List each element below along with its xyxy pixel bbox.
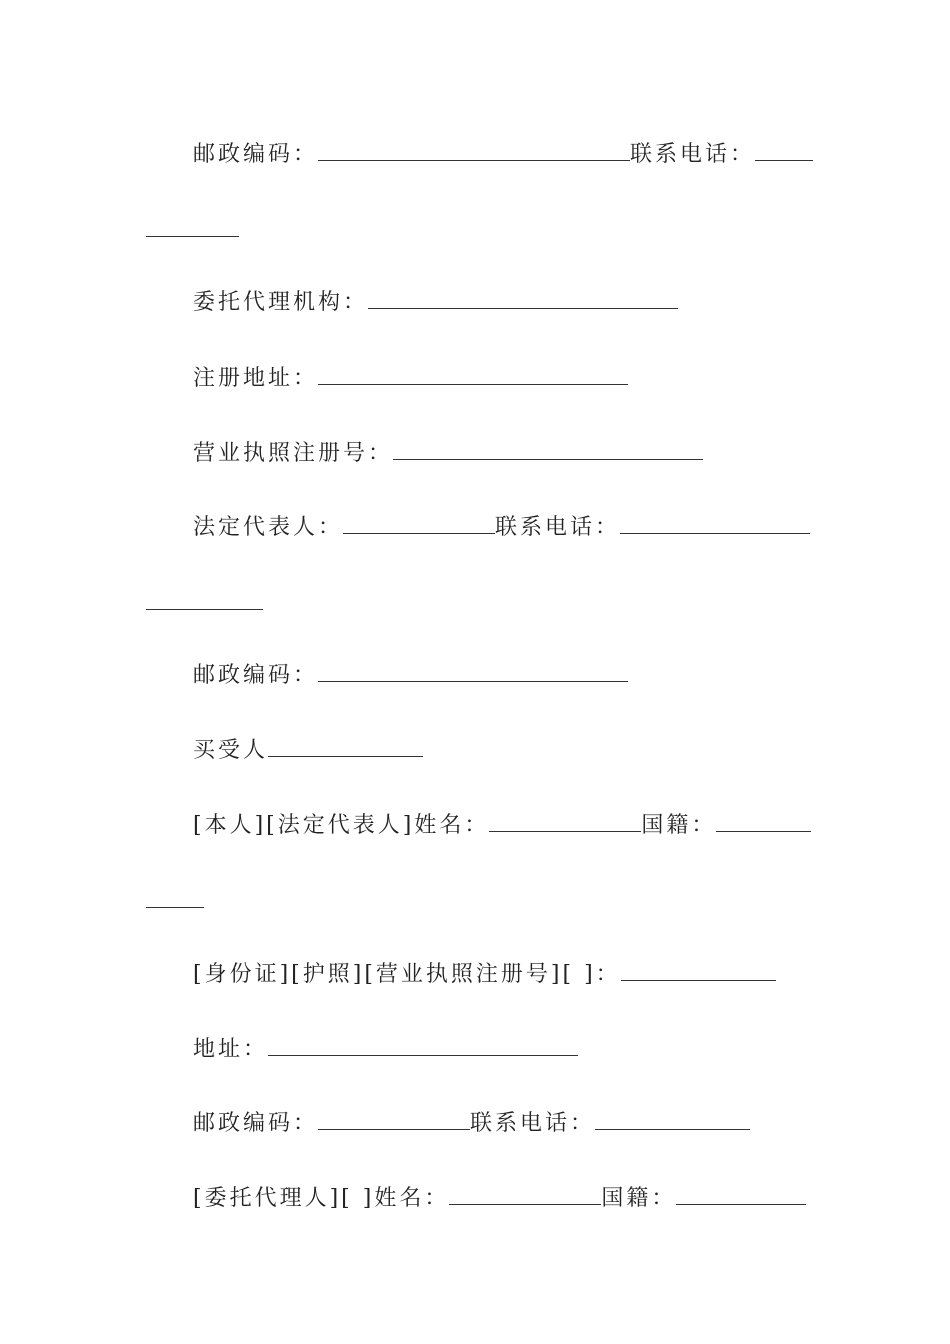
phone-blank[interactable]: [620, 511, 810, 534]
agency-blank[interactable]: [368, 286, 678, 309]
phone-blank-continuation[interactable]: [146, 608, 263, 610]
postal-code-label: 邮政编码：: [193, 142, 319, 167]
nationality-label: 国籍：: [601, 1186, 677, 1211]
postal-phone-line-1: [193, 138, 813, 170]
nationality-blank-continuation[interactable]: [146, 906, 204, 908]
buyer-line: [193, 734, 423, 766]
agency-label: 委托代理机构：: [193, 290, 369, 315]
id-line: [193, 958, 776, 990]
nationality-blank[interactable]: [716, 809, 811, 832]
id-blank[interactable]: [621, 958, 776, 981]
address-blank[interactable]: [268, 1033, 578, 1056]
reg-address-blank[interactable]: [318, 362, 628, 385]
postal-code-blank[interactable]: [318, 138, 630, 161]
postal-code-line-2: [193, 659, 628, 691]
person-name-line: [193, 809, 811, 841]
reg-address-label: 注册地址：: [193, 366, 319, 391]
address-label: 地址：: [193, 1037, 269, 1062]
legal-rep-blank[interactable]: [343, 511, 495, 534]
buyer-label: 买受人: [193, 738, 269, 763]
address-line: [193, 1033, 578, 1065]
person-name-blank[interactable]: [489, 809, 641, 832]
business-license-label: 营业执照注册号：: [193, 441, 394, 466]
agent-name-label: [委托代理人][ ]姓名：: [193, 1186, 450, 1211]
agent-name-line: [193, 1182, 806, 1214]
reg-address-line: [193, 362, 628, 394]
postal-code-blank[interactable]: [318, 1107, 470, 1130]
postal-code-blank[interactable]: [318, 659, 628, 682]
business-license-line: [193, 437, 703, 469]
agent-name-blank[interactable]: [449, 1182, 601, 1205]
postal-phone-line-3: [193, 1107, 750, 1139]
nationality-blank[interactable]: [676, 1182, 806, 1205]
legal-rep-label: 法定代表人：: [193, 515, 344, 540]
phone-blank-continuation[interactable]: [146, 235, 239, 237]
phone-blank[interactable]: [755, 138, 813, 161]
agency-line: [193, 286, 678, 318]
phone-label: 联系电话：: [470, 1111, 596, 1136]
business-license-blank[interactable]: [393, 437, 703, 460]
buyer-blank[interactable]: [268, 734, 423, 757]
phone-label: 联系电话：: [495, 515, 621, 540]
postal-code-label: 邮政编码：: [193, 663, 319, 688]
phone-label: 联系电话：: [630, 142, 756, 167]
phone-blank[interactable]: [595, 1107, 750, 1130]
nationality-label: 国籍：: [641, 813, 717, 838]
person-name-label: [本人][法定代表人]姓名：: [193, 813, 490, 838]
postal-code-label: 邮政编码：: [193, 1111, 319, 1136]
id-label: [身份证][护照][营业执照注册号][ ]：: [193, 962, 621, 987]
legal-rep-line: [193, 511, 810, 543]
